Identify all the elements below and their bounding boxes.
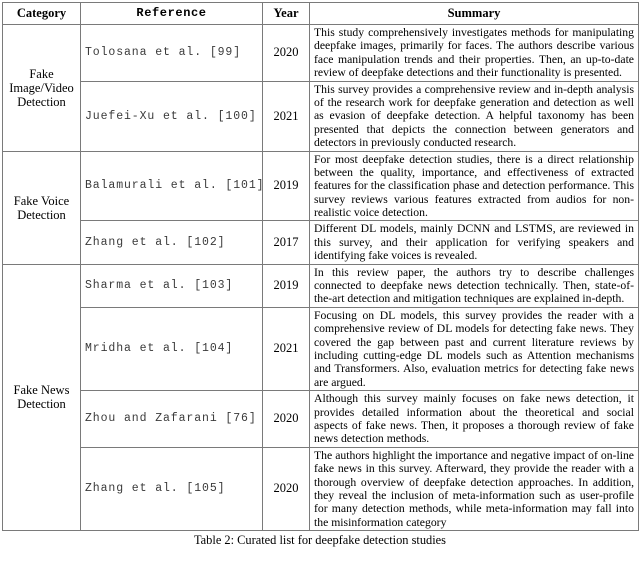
year-cell: 2021 — [263, 307, 310, 390]
summary-cell: The authors highlight the importance and negative impact of on-line fake news in this survey. Afterward, they provide the reader with a thorough overview of deepfake detection approaches. In addition, they reveal the inclusion of meta-information such as user-profile for many detection methods, while meta-information may fall into the misinformation category — [310, 447, 639, 530]
table-row — [3, 25, 639, 82]
summary-cell: Although this survey mainly focuses on fake news detection, it provides detailed information about the theoretical and social aspects of fake news. Then, it proposes a thorough review of fake news detection methods. — [310, 391, 639, 448]
table-row — [3, 391, 639, 448]
column-header-reference: Reference — [81, 3, 263, 25]
summary-cell: Different DL models, mainly DCNN and LSTMS, are reviewed in this survey, and their application for verifying speakers and identifying fake voices is revealed. — [310, 221, 639, 264]
reference-cell: Zhang et al. [105] — [81, 447, 263, 530]
category-line: Detection — [17, 397, 66, 412]
category-line: Detection — [17, 207, 66, 222]
table-header — [3, 3, 639, 25]
summary-cell: Focusing on DL models, this survey provides the reader with a comprehensive review of DL models for detecting fake news. They covered the gap between past and current literature reviews by including cutting-edge DL models such as Attention mechanisms and Transformers. Also, evaluation metrics for detecting fake news are argued. — [310, 307, 639, 390]
table-row — [3, 151, 639, 221]
table-row — [3, 447, 639, 530]
year-cell: 2020 — [263, 447, 310, 530]
reference-cell: Balamurali et al. [101] — [81, 151, 263, 221]
reference-cell: Zhou and Zafarani [76] — [81, 391, 263, 448]
table-row — [3, 221, 639, 264]
summary-cell: In this review paper, the authors try to describe challenges connected to deepfake news detection technically. Then, state-of-the-art detection and mitigation techniques are explained in-depth. — [310, 264, 639, 307]
table-body — [3, 25, 639, 531]
table-row — [3, 307, 639, 390]
year-cell: 2021 — [263, 81, 310, 151]
category-line: Fake Voice — [13, 193, 70, 208]
table-row — [3, 264, 639, 307]
summary-cell: This study comprehensively investigates methods for manipulating deepfake images, primarily for faces. The authors describe various face manipulation trends and their properties. Then, an up-to-date review of deepfake detections and their functionality is presented. — [310, 25, 639, 82]
column-header-year: Year — [263, 3, 310, 25]
reference-cell: Zhang et al. [102] — [81, 221, 263, 264]
category-line: Detection — [17, 94, 66, 109]
reference-cell: Mridha et al. [104] — [81, 307, 263, 390]
category-line: Fake News — [13, 383, 70, 398]
year-cell: 2020 — [263, 25, 310, 82]
year-cell: 2019 — [263, 151, 310, 221]
category-cell-fake-voice-detection — [3, 151, 81, 264]
year-cell: 2020 — [263, 391, 310, 448]
category-line: Image/Video — [9, 80, 74, 95]
year-cell: 2019 — [263, 264, 310, 307]
year-cell: 2017 — [263, 221, 310, 264]
column-header-category: Category — [3, 3, 81, 25]
reference-cell: Juefei-Xu et al. [100] — [81, 81, 263, 151]
summary-cell: This survey provides a comprehensive review and in-depth analysis of the research work for deepfake generation and detection as well as evasion of deepfake detection. A helpful taxonomy has been presented that depicts the connection between generators and detectors in previously conducted research. — [310, 81, 639, 151]
summary-cell: For most deepfake detection studies, there is a direct relationship between the quality, importance, and effectiveness of extracted features for the classification phase and detection performance. This survey reviews various features extracted from audios for non-realistic voice detection. — [310, 151, 639, 221]
category-line: Fake — [29, 66, 54, 81]
table-row — [3, 81, 639, 151]
curated-studies-table — [2, 2, 639, 531]
reference-cell: Tolosana et al. [99] — [81, 25, 263, 82]
table-caption: Table 2: Curated list for deepfake detection studies — [193, 533, 447, 548]
table-header-row — [3, 3, 639, 25]
reference-cell: Sharma et al. [103] — [81, 264, 263, 307]
category-cell-fake-image-video-detection — [3, 25, 81, 152]
column-header-summary: Summary — [310, 3, 639, 25]
category-cell-fake-news-detection — [3, 264, 81, 530]
